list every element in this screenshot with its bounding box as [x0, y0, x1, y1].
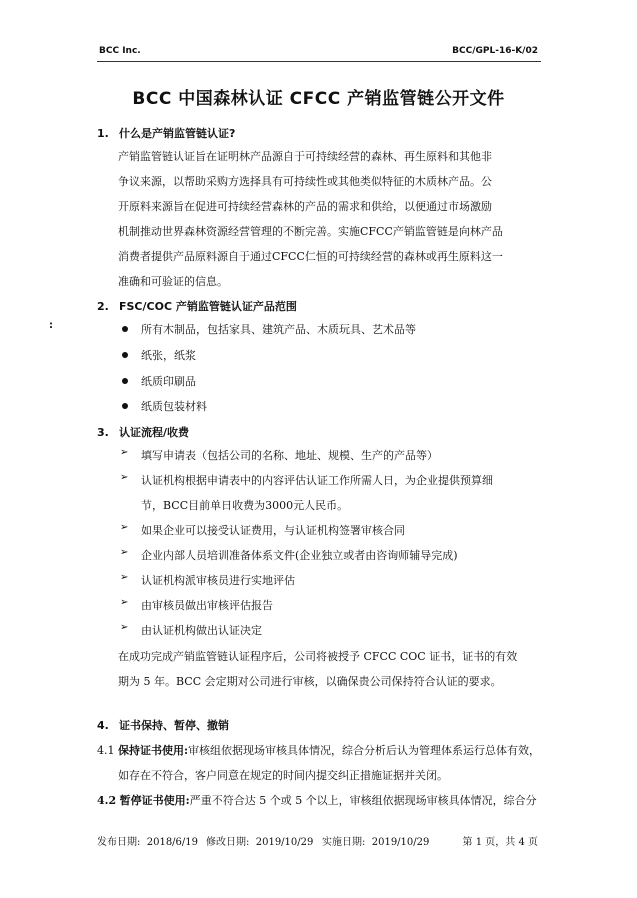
section-2-item-2: 纸张，纸浆: [141, 349, 196, 362]
section-3-closing-2: 期为 5 年。BCC 会定期对公司进行审核，以确保贵公司保持符合认证的要求。: [118, 675, 502, 688]
section-3-item-3: 如果企业可以接受认证费用，与认证机构签署审核合同: [141, 524, 405, 537]
section-1-heading: [97, 125, 235, 141]
arrow-bullet-icon: ➢: [120, 597, 129, 608]
arrow-bullet-icon: ➢: [120, 622, 129, 633]
bullet-dot: [122, 326, 128, 332]
section-4-heading: [97, 717, 229, 733]
arrow-bullet-icon: ➢: [120, 447, 129, 458]
section-4-title: 证书保持、暂停、撤销: [119, 719, 229, 732]
arrow-bullet-icon: ➢: [120, 472, 129, 483]
section-3-item-4: 企业内部人员培训准备体系文件(企业独立或者由咨询师辅导完成): [141, 549, 458, 562]
section-2-item-3: 纸质印刷品: [141, 375, 196, 388]
arrow-bullet-icon: ➢: [120, 547, 129, 558]
section-2-item-1: 所有木制品，包括家具、建筑产品、木质玩具、艺术品等: [141, 323, 416, 336]
section-3-item-6: 由审核员做出审核评估报告: [141, 599, 273, 612]
footer-effective-label: 实施日期:: [322, 837, 366, 848]
section-1-number: 1.: [97, 127, 109, 140]
section-3-item-1: 填写申请表（包括公司的名称、地址、规模、生产的产品等）: [141, 449, 438, 462]
section-1-line-6: 准确和可验证的信息。: [118, 275, 228, 288]
arrow-bullet-icon: ➢: [120, 522, 129, 533]
section-4-number: 4.: [97, 719, 109, 732]
section-4-2-line: [97, 792, 537, 808]
section-2-number: 2.: [97, 300, 109, 313]
bullet-dot: [122, 352, 128, 358]
header-doc-code: BCC/GPL-16-K/02: [452, 46, 538, 56]
section-1-line-3: 开原料来源旨在促进可持续经营森林的产品的需求和供给，以便通过市场激励: [118, 200, 492, 213]
section-4-1-label: 保持证书使用:: [118, 744, 189, 757]
footer-issue-label: 发布日期:: [97, 837, 141, 848]
footer-revise-date: 2019/10/29: [255, 837, 314, 848]
footer-page-number: 第 1 页，共 4 页: [462, 837, 538, 848]
section-3-title: 认证流程/收费: [119, 426, 190, 439]
section-3-item-7: 由认证机构做出认证决定: [141, 624, 262, 637]
document-title: BCC 中国森林认证 CFCC 产销监管链公开文件: [132, 89, 505, 109]
section-1-line-2: 争议来源，以帮助采购方选择具有可持续性或其他类似特征的木质林产品。公: [118, 175, 492, 188]
section-2-item-4: 纸质包装材料: [141, 400, 207, 413]
section-3-item-2: 认证机构根据申请表中的内容评估认证工作所需人日，为企业提供预算细: [141, 474, 493, 487]
section-4-2-text: 严重不符合达 5 个或 5 个以上，审核组依据现场审核具体情况，综合分: [189, 794, 537, 807]
section-1-line-4: 机制推动世界森林资源经营管理的不断完善。实施CFCC产销监管链是向林产品: [118, 225, 503, 238]
section-4-1-number: 4.1: [97, 744, 115, 757]
bullet-dot: [122, 403, 128, 409]
section-3-item-2-continued: 节，BCC目前单日收费为3000元人民币。: [141, 499, 349, 512]
header-divider: [97, 61, 541, 62]
section-4-1-text: 审核组依据现场审核具体情况，综合分析后认为管理体系运行总体有效，: [188, 744, 541, 757]
section-1-line-5: 消费者提供产品原料源自于通过CFCC仁恒的可持续经营的森林或再生原料这一: [118, 250, 503, 263]
footer-revise-label: 修改日期:: [206, 837, 250, 848]
footer-issue-date: 2018/6/19: [146, 837, 199, 848]
section-2-heading: [97, 298, 297, 314]
section-3-item-5: 认证机构派审核员进行实地评估: [141, 574, 295, 587]
section-1-title: 什么是产销监管链认证?: [119, 127, 236, 140]
arrow-bullet-icon: ➢: [120, 572, 129, 583]
footer-effective-date: 2019/10/29: [371, 837, 430, 848]
bullet-dot: [122, 378, 128, 384]
section-4-2-number: 4.2: [97, 794, 117, 807]
footer-revise: [206, 833, 313, 848]
section-2-title: FSC/COC 产销监管链认证产品范围: [119, 300, 297, 313]
section-4-1-line: [97, 742, 540, 758]
section-4-1-continued: 如存在不符合，客户同意在规定的时间内提交纠正措施证据并关闭。: [118, 769, 448, 782]
footer-issue: [97, 833, 198, 848]
section-4-2-label: 暂停证书使用:: [119, 794, 190, 807]
section-3-closing-1: 在成功完成产销监管链认证程序后，公司将被授予 CFCC COC 证书，证书的有效: [118, 650, 518, 663]
section-1-line-1: 产销监管链认证旨在证明林产品源自于可持续经营的森林、再生原料和其他非: [118, 150, 492, 163]
side-mark: :: [49, 320, 53, 331]
footer-effective: [322, 833, 429, 848]
section-3-heading: [97, 424, 189, 440]
header-company: BCC Inc.: [99, 46, 141, 56]
section-3-number: 3.: [97, 426, 109, 439]
